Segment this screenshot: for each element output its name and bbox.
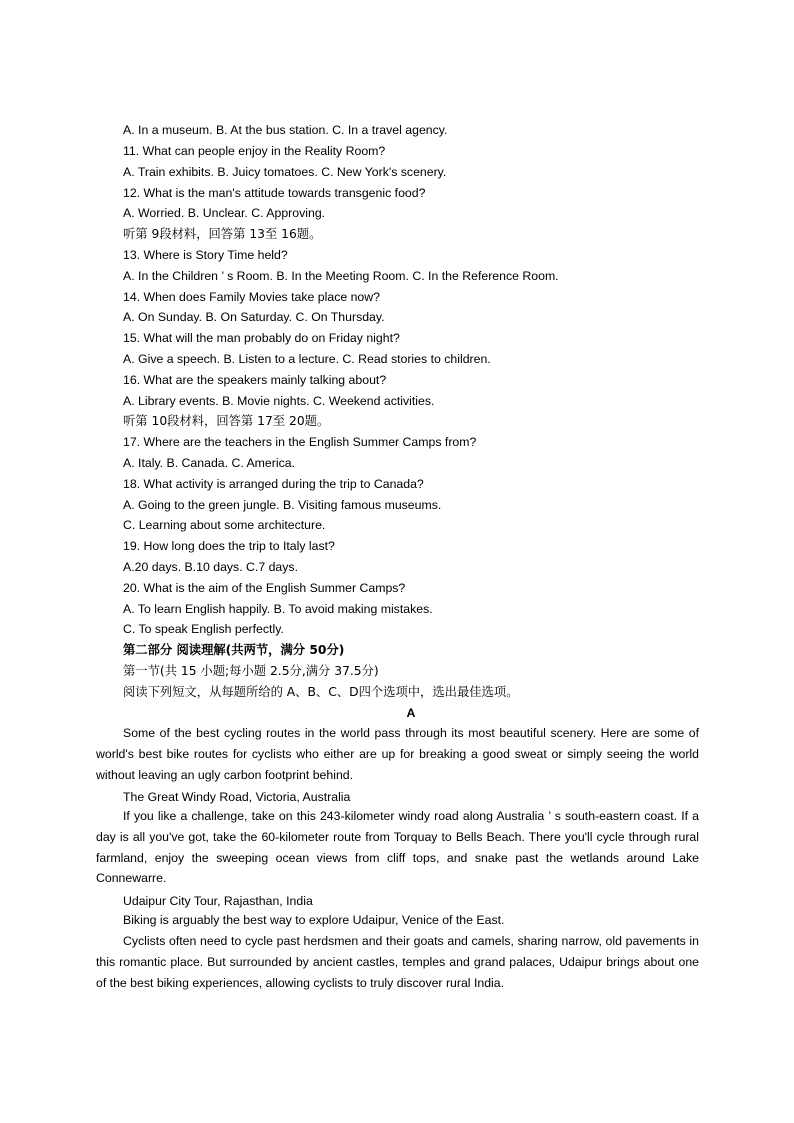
option-line-16: A. Library events. B. Movie nights. C. Weekend activities. bbox=[123, 394, 435, 408]
question-18: 18. What activity is arranged during the trip to Canada? bbox=[123, 477, 424, 491]
question-15: 15. What will the man probably do on Friday night? bbox=[123, 331, 400, 345]
instruction-passage-9: 听第 9段材料，回答第 13至 16题。 bbox=[123, 227, 322, 241]
option-line-15: A. Give a speech. B. Listen to a lecture. C. Read stories to children. bbox=[123, 352, 491, 366]
question-11: 11. What can people enjoy in the Reality Room? bbox=[123, 144, 386, 158]
reading-instruction: 阅读下列短文，从每题所给的 A、B、C、D四个选项中，选出最佳选项。 bbox=[123, 685, 519, 699]
route-1-text: If you like a challenge, take on this 243-kilometer windy road along Australia ’ s south-eastern coast. If a day is all you've got, take the 60-kilometer route from Torquay to Bells Beach. There you'll cycle through rural farmland, enjoy the sweeping ocean views from cliff tops, and snake past the wetlands around Lake Connewarre. bbox=[96, 809, 699, 886]
question-13: 13. Where is Story Time held? bbox=[123, 248, 288, 262]
option-line-20b: C. To speak English perfectly. bbox=[123, 622, 284, 636]
option-line-18a: A. Going to the green jungle. B. Visiting famous museums. bbox=[123, 498, 442, 512]
question-14: 14. When does Family Movies take place now? bbox=[123, 290, 380, 304]
option-line-10: A. In a museum. B. At the bus station. C. In a travel agency. bbox=[123, 123, 448, 137]
route-2-text-1: Biking is arguably the best way to explore Udaipur, Venice of the East. bbox=[123, 913, 505, 927]
option-line-12: A. Worried. B. Unclear. C. Approving. bbox=[123, 206, 326, 220]
option-line-19: A.20 days. B.10 days. C.7 days. bbox=[123, 560, 298, 574]
question-17: 17. Where are the teachers in the English Summer Camps from? bbox=[123, 435, 477, 449]
option-line-20a: A. To learn English happily. B. To avoid making mistakes. bbox=[123, 602, 433, 616]
instruction-passage-10: 听第 10段材料，回答第 17至 20题。 bbox=[123, 414, 330, 428]
route-2-title: Udaipur City Tour, Rajasthan, India bbox=[123, 894, 313, 908]
part-two-title: 第二部分 阅读理解(共两节，满分 50分) bbox=[123, 643, 345, 657]
option-line-17: A. Italy. B. Canada. C. America. bbox=[123, 456, 295, 470]
option-line-14: A. On Sunday. B. On Saturday. C. On Thursday. bbox=[123, 310, 385, 324]
section-one-title: 第一节(共 15 小题;每小题 2.5分,满分 37.5分) bbox=[123, 664, 379, 678]
option-line-11: A. Train exhibits. B. Juicy tomatoes. C. New York's scenery. bbox=[123, 165, 447, 179]
question-12: 12. What is the man's attitude towards transgenic food? bbox=[123, 186, 426, 200]
question-19: 19. How long does the trip to Italy last? bbox=[123, 539, 335, 553]
route-2-text-2: Cyclists often need to cycle past herdsmen and their goats and camels, sharing narrow, old pavements in this romantic place. But surrounded by ancient castles, temples and grand palaces, Udaipur brings about one of the best biking experiences, allowing cyclists to truly discover rural India. bbox=[96, 934, 699, 990]
question-16: 16. What are the speakers mainly talking about? bbox=[123, 373, 387, 387]
route-1-title: The Great Windy Road, Victoria, Australia bbox=[123, 790, 351, 804]
option-line-13: A. In the Children ’ s Room. B. In the Meeting Room. C. In the Reference Room. bbox=[123, 269, 559, 283]
question-20: 20. What is the aim of the English Summer Camps? bbox=[123, 581, 406, 595]
option-line-18b: C. Learning about some architecture. bbox=[123, 518, 326, 532]
passage-intro: Some of the best cycling routes in the world pass through its most beautiful scenery. Here are some of world's best bike routes for cyclists who either are up for breaking a good sweat or simply seeing the world without leaving an ugly carbon footprint behind. bbox=[96, 726, 699, 782]
passage-letter: A bbox=[406, 706, 416, 720]
